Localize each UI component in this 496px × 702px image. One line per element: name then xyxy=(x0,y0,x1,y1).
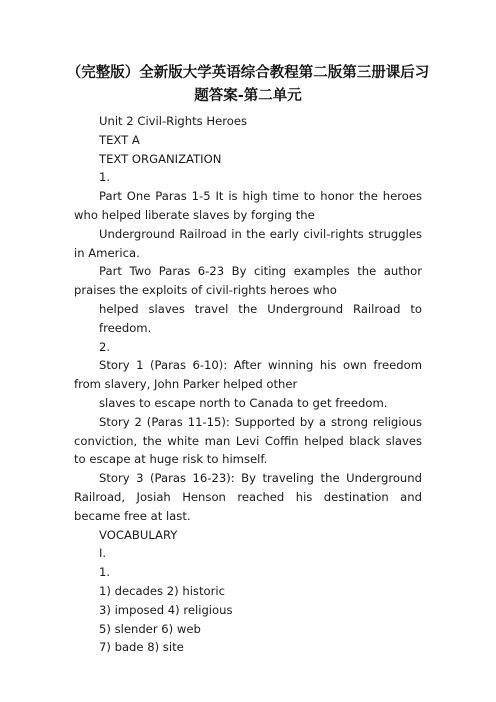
paragraph-line: Underground Railroad in the early civil-rights struggles in America. xyxy=(74,226,422,260)
paragraph-line: Story 1 (Paras 6-10): After winning his own freedom from slavery, John Parker helped other xyxy=(74,358,422,392)
paragraph-line: Story 2 (Paras 11-15): Supported by a strong religious conviction, the white man Levi Coffin helped black slaves to escape at huge risk to himself. xyxy=(74,414,422,467)
answer-line: 1) decades 2) historic xyxy=(99,583,225,598)
paragraph-line: Story 3 (Paras 16-23): By traveling the Underground Railroad, Josiah Henson reached his destination and became free at last. xyxy=(74,471,422,523)
paragraph-line: helped slaves travel the Underground Railroad to freedom. xyxy=(99,301,422,335)
document-title: （完整版）全新版大学英语综合教程第二版第三册课后习题答案-第二单元 xyxy=(66,65,430,104)
paragraph-line: Part Two Paras 6-23 By citing examples the author praises the exploits of civil-rights heroes who xyxy=(74,264,422,298)
answer-line: 3) imposed 4) religious xyxy=(99,602,233,617)
item-number: 1. xyxy=(99,170,111,185)
answer-line: 5) slender 6) web xyxy=(99,621,201,636)
text-heading: TEXT A xyxy=(99,132,140,147)
roman-numeral: I. xyxy=(99,546,107,561)
section-heading-organization: TEXT ORGANIZATION xyxy=(99,151,222,166)
document-body xyxy=(74,112,422,657)
item-number: 2. xyxy=(99,339,111,354)
answer-line: 7) bade 8) site xyxy=(99,640,184,655)
item-number: 1. xyxy=(99,565,111,580)
paragraph-line: slaves to escape north to Canada to get freedom. xyxy=(99,395,388,410)
unit-heading: Unit 2 Civil-Rights Heroes xyxy=(99,114,248,128)
section-heading-vocabulary: VOCABULARY xyxy=(99,527,178,542)
paragraph-line: Part One Paras 1-5 It is high time to honor the heroes who helped liberate slaves by forging the xyxy=(74,189,422,222)
